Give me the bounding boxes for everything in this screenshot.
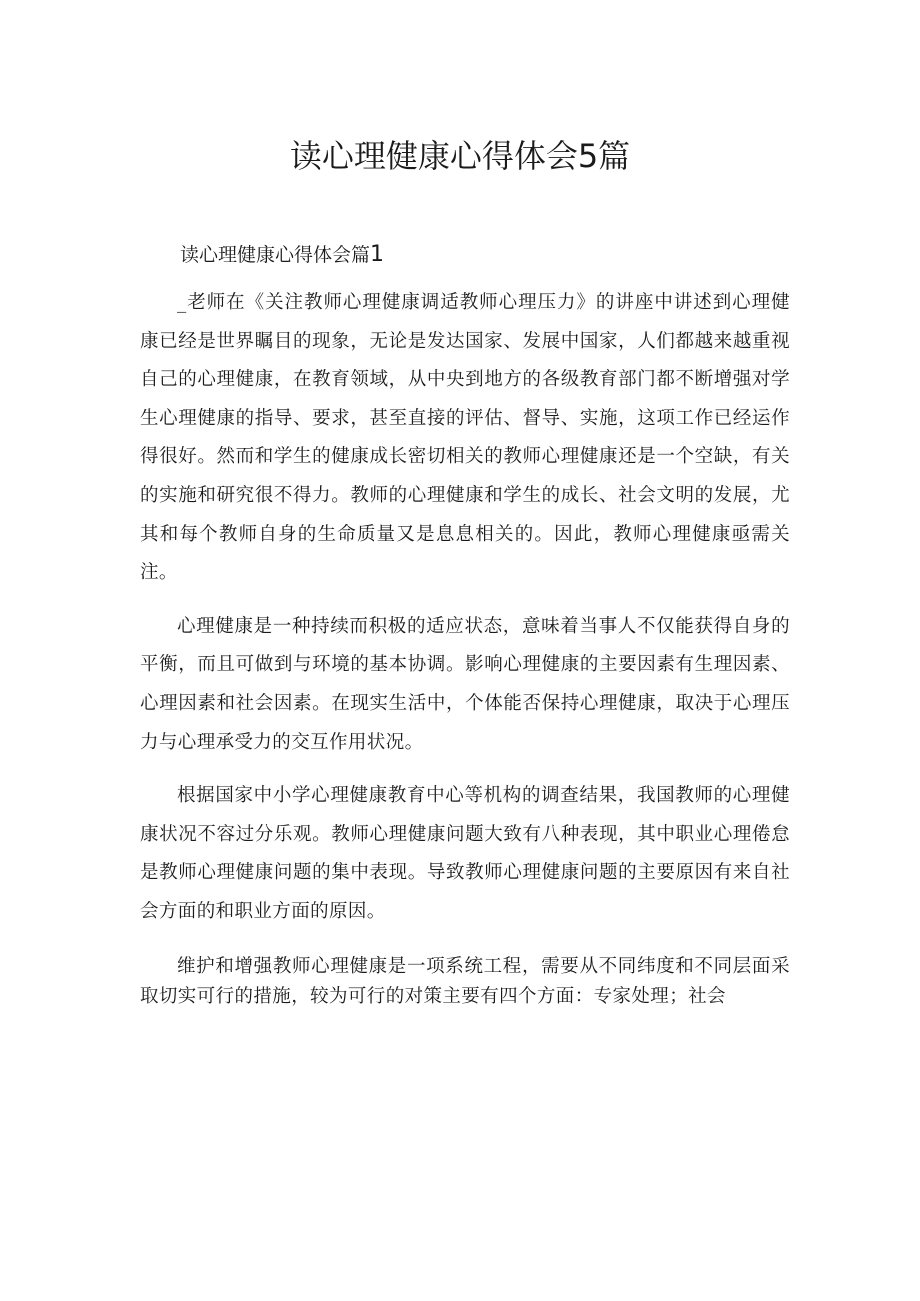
paragraph-1: _老师在《关注教师心理健康调适教师心理压力》的讲座中讲述到心理健康已经是世界瞩目的现象，无论是发达国家、发展中国家，人们都越来越重视自己的心理健康，在教育领域，从中央到地方的各级教育部门都不断增强对学生心理健康的指导、要求，甚至直接的评估、督导、实施，这项工作已经运作得很好。然而和学生的健康成长密切相关的教师心理健康还是一个空缺，有关的实施和研究很不得力。教师的心理健康和学生的成长、社会文明的发展，尤其和每个教师自身的生命质量又是息息相关的。因此，教师心理健康亟需关注。: [140, 292, 790, 584]
paragraph-4: 维护和增强教师心理健康是一项系统工程，需要从不同纬度和不同层面采取切实可行的措施，较为可行的对策主要有四个方面：专家处理；社会: [140, 955, 790, 1007]
section-heading: [180, 240, 384, 270]
paragraph-2: 心理健康是一种持续而积极的适应状态，意味着当事人不仅能获得自身的平衡，而且可做到与环境的基本协调。影响心理健康的主要因素有生理因素、心理因素和社会因素。在现实生活中，个体能否保持心理健康，取决于心理压力与心理承受力的交互作用状况。: [140, 615, 790, 753]
paragraph-3: 根据国家中小学心理健康教育中心等机构的调查结果，我国教师的心理健康状况不容过分乐观。教师心理健康问题大致有八种表现，其中职业心理倦怠是教师心理健康问题的集中表现。导致教师心理健康问题的主要原因有来自社会方面的和职业方面的原因。: [140, 785, 790, 922]
document-title: 读心理健康心得体会5篇: [289, 137, 631, 175]
section-heading-text: 读心理健康心得体会篇: [180, 244, 371, 266]
section-number: 1: [370, 242, 385, 267]
document-body: [140, 284, 790, 1012]
